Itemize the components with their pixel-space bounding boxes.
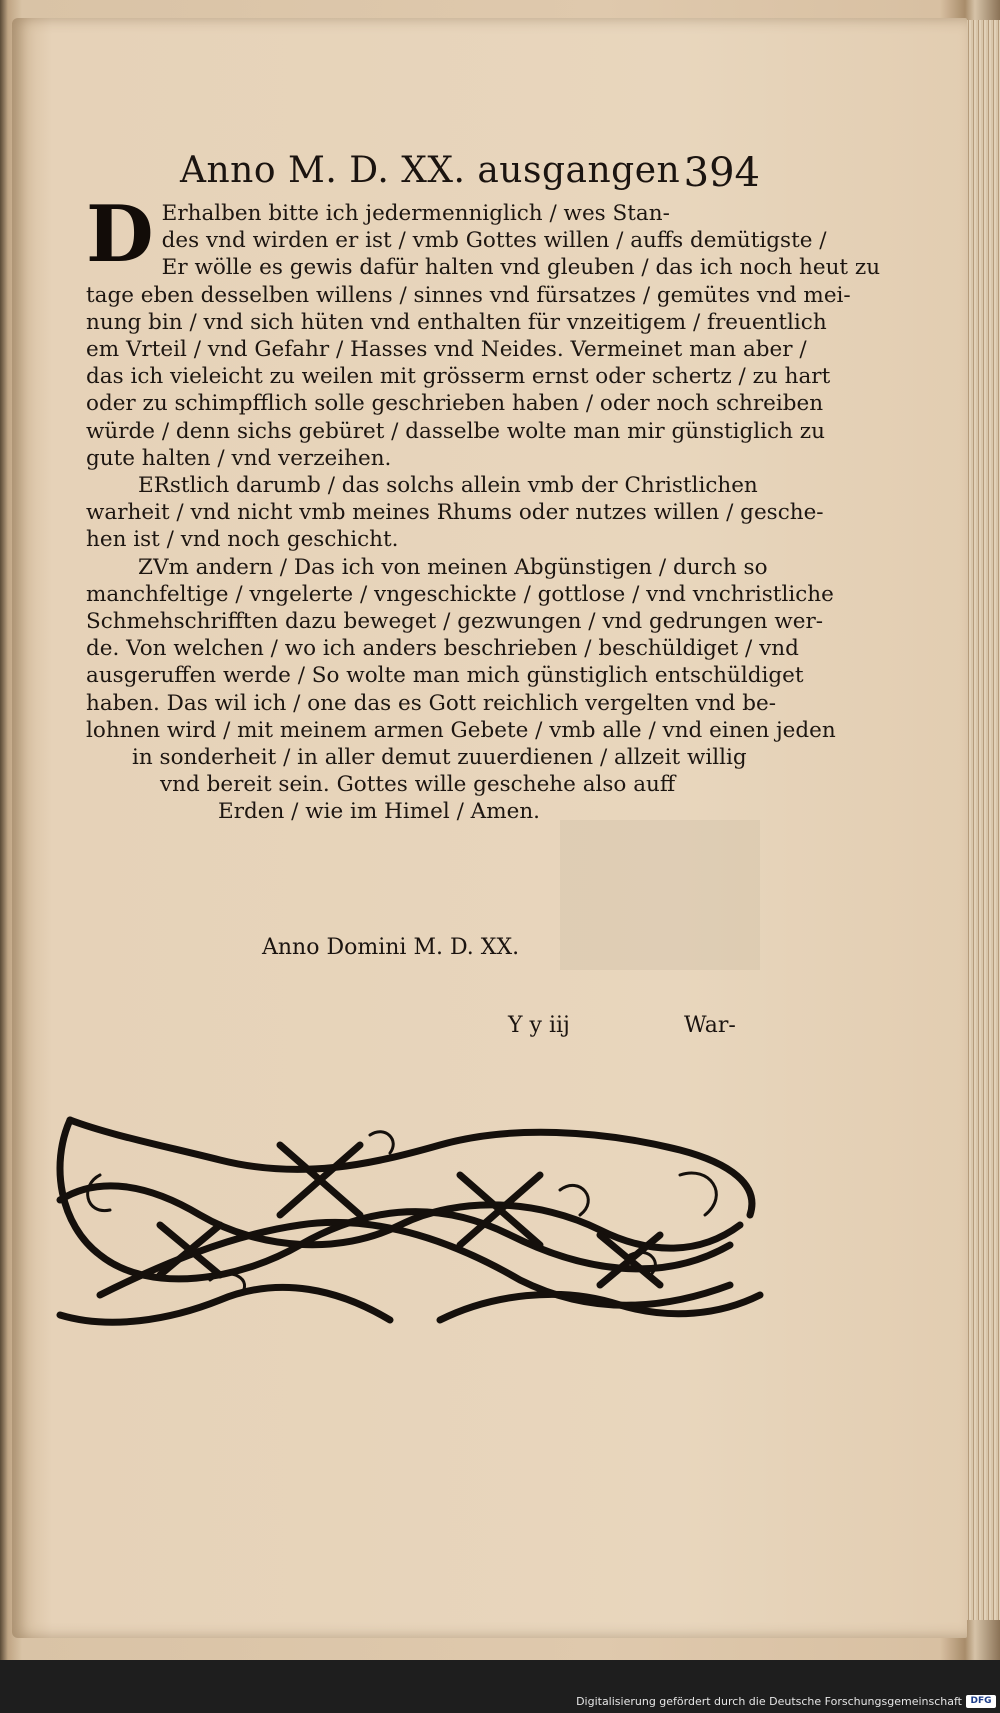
- date-line: Anno Domini M. D. XX.: [262, 935, 520, 960]
- running-head: Anno M. D. XX. ausgangen: [180, 150, 681, 191]
- text-line: würde / denn sichs gebüret / dasselbe wolte man mir günstiglich zu: [86, 418, 825, 444]
- dfg-logo: DFG: [966, 1695, 996, 1708]
- footer-bar: [0, 1692, 1000, 1712]
- text-line: das ich vieleicht zu weilen mit grösserm ernst oder schertz / zu hart: [86, 364, 831, 390]
- text-line: haben. Das wil ich / one das es Gott reichlich vergelten vnd be-: [86, 690, 777, 716]
- text-line: Schmehschrifften dazu beweget / gezwungen / vnd gedrungen wer-: [86, 609, 824, 635]
- text-line: de. Von welchen / wo ich anders beschrieben / beschüldiget / vnd: [86, 636, 799, 662]
- show-through-shadow: [560, 820, 760, 970]
- text-line: hen ist / vnd noch geschicht.: [86, 527, 399, 553]
- text-line: ERstlich darumb / das solchs allein vmb der Christlichen: [138, 473, 758, 499]
- text-line: Erhalben bitte ich jedermenniglich / wes Stan-: [161, 201, 670, 226]
- paragraph-3: [86, 554, 836, 826]
- text-line: gute halten / vnd verzeihen.: [86, 445, 392, 471]
- text-line: vnd bereit sein. Gottes wille geschehe also auff: [160, 772, 676, 798]
- text-line: ZVm andern / Das ich von meinen Abgünstigen / durch so: [138, 554, 768, 580]
- text-line: oder zu schimpfflich solle geschrieben haben / oder noch schreiben: [86, 391, 824, 417]
- knotwork-ornament: [40, 1105, 780, 1345]
- text-line: lohnen wird / mit meinem armen Gebete / vmb alle / vnd einen jeden: [86, 717, 836, 743]
- text-line: em Vrteil / vnd Gefahr / Hasses vnd Neides. Vermeinet man aber /: [86, 337, 807, 363]
- signature-mark: Y y iij: [508, 1013, 570, 1038]
- decorated-initial: D: [86, 189, 154, 280]
- text-line: nung bin / vnd sich hüten vnd enthalten für vnzeitigem / freuentlich: [86, 309, 827, 335]
- page-stack-edge: [965, 20, 1000, 1620]
- paragraph-1: [86, 189, 881, 472]
- text-line: des vnd wirden er ist / vmb Gottes willen / auffs demütigste /: [161, 228, 827, 254]
- catchword: War-: [684, 1013, 736, 1038]
- funding-credit: Digitalisierung gefördert durch die Deutsche Forschungsgemeinschaft: [576, 1695, 962, 1708]
- text-line: Er wölle es gewis dafür halten vnd gleuben / das ich noch heut zu: [161, 255, 881, 281]
- text-line: ausgeruffen werde / So wolte man mich günstiglich entschüldiget: [86, 663, 804, 689]
- body-text: [86, 189, 881, 826]
- text-line: manchfeltige / vngelerte / vngeschickte / gottlose / vnd vnchristliche: [86, 581, 834, 607]
- paragraph-2: [86, 472, 824, 554]
- text-line: tage eben desselben willens / sinnes vnd fürsatzes / gemütes vnd mei-: [86, 282, 851, 308]
- text-line: Erden / wie im Himel / Amen.: [218, 799, 540, 825]
- text-line: warheit / vnd nicht vmb meines Rhums oder nutzes willen / gesche-: [86, 500, 824, 526]
- text-line: in sonderheit / in aller demut zuuerdienen / allzeit willig: [132, 745, 747, 771]
- page-number: 394: [683, 150, 760, 196]
